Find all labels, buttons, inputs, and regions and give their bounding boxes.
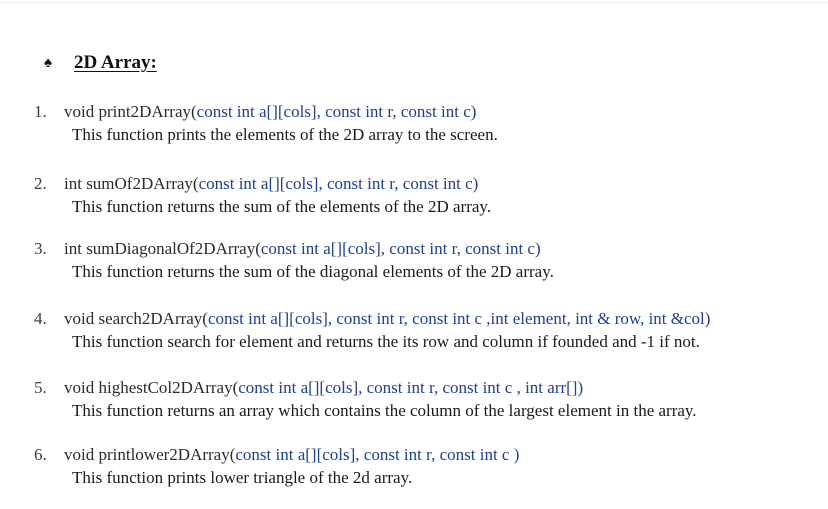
item-number: 2.	[34, 174, 47, 193]
function-description: This function returns the sum of the elements of the 2D array.	[72, 197, 492, 216]
function-name: void highestCol2DArray(	[64, 378, 239, 397]
list-item	[34, 237, 824, 283]
item-number: 6.	[34, 445, 47, 464]
function-params: const int a[][cols], const int r, const int c ,int element, int & row, int &col)	[207, 309, 711, 328]
function-signature	[34, 307, 824, 330]
function-description: This function returns the sum of the diagonal elements of the 2D array.	[72, 262, 554, 281]
function-signature	[34, 237, 824, 260]
function-signature	[34, 100, 824, 123]
item-number: 4.	[34, 309, 47, 328]
list-item	[34, 443, 824, 489]
function-description: This function prints lower triangle of the 2d array.	[72, 468, 413, 487]
section-heading	[44, 52, 157, 74]
list-item	[34, 307, 824, 353]
function-params: const int a[][cols], const int r, const int c)	[260, 239, 541, 258]
function-params: const int a[][cols], const int r, const int c)	[198, 174, 479, 193]
top-divider	[0, 2, 828, 3]
function-description: This function returns an array which contains the column of the largest element in the array.	[72, 401, 697, 420]
function-signature	[34, 172, 824, 195]
function-name: void search2DArray(	[64, 309, 208, 328]
heading-title: 2D Array:	[74, 52, 157, 73]
spade-icon: ♠	[44, 54, 52, 71]
function-name: void printlower2DArray(	[64, 445, 236, 464]
function-name: void print2DArray(	[64, 102, 197, 121]
function-name: int sumOf2DArray(	[64, 174, 199, 193]
function-signature	[34, 443, 824, 466]
list-item	[34, 376, 824, 422]
list-item	[34, 172, 824, 218]
function-signature	[34, 376, 824, 399]
function-name: int sumDiagonalOf2DArray(	[64, 239, 261, 258]
item-number: 1.	[34, 102, 47, 121]
function-description: This function search for element and returns the its row and column if founded and -1 if not.	[72, 332, 700, 351]
list-item	[34, 100, 824, 146]
function-description: This function prints the elements of the 2D array to the screen.	[72, 125, 498, 144]
function-params: const int a[][cols], const int r, const int c)	[196, 102, 477, 121]
item-number: 3.	[34, 239, 47, 258]
function-params: const int a[][cols], const int r, const int c , int arr[])	[238, 378, 584, 397]
item-number: 5.	[34, 378, 47, 397]
function-params: const int a[][cols], const int r, const int c )	[235, 445, 520, 464]
